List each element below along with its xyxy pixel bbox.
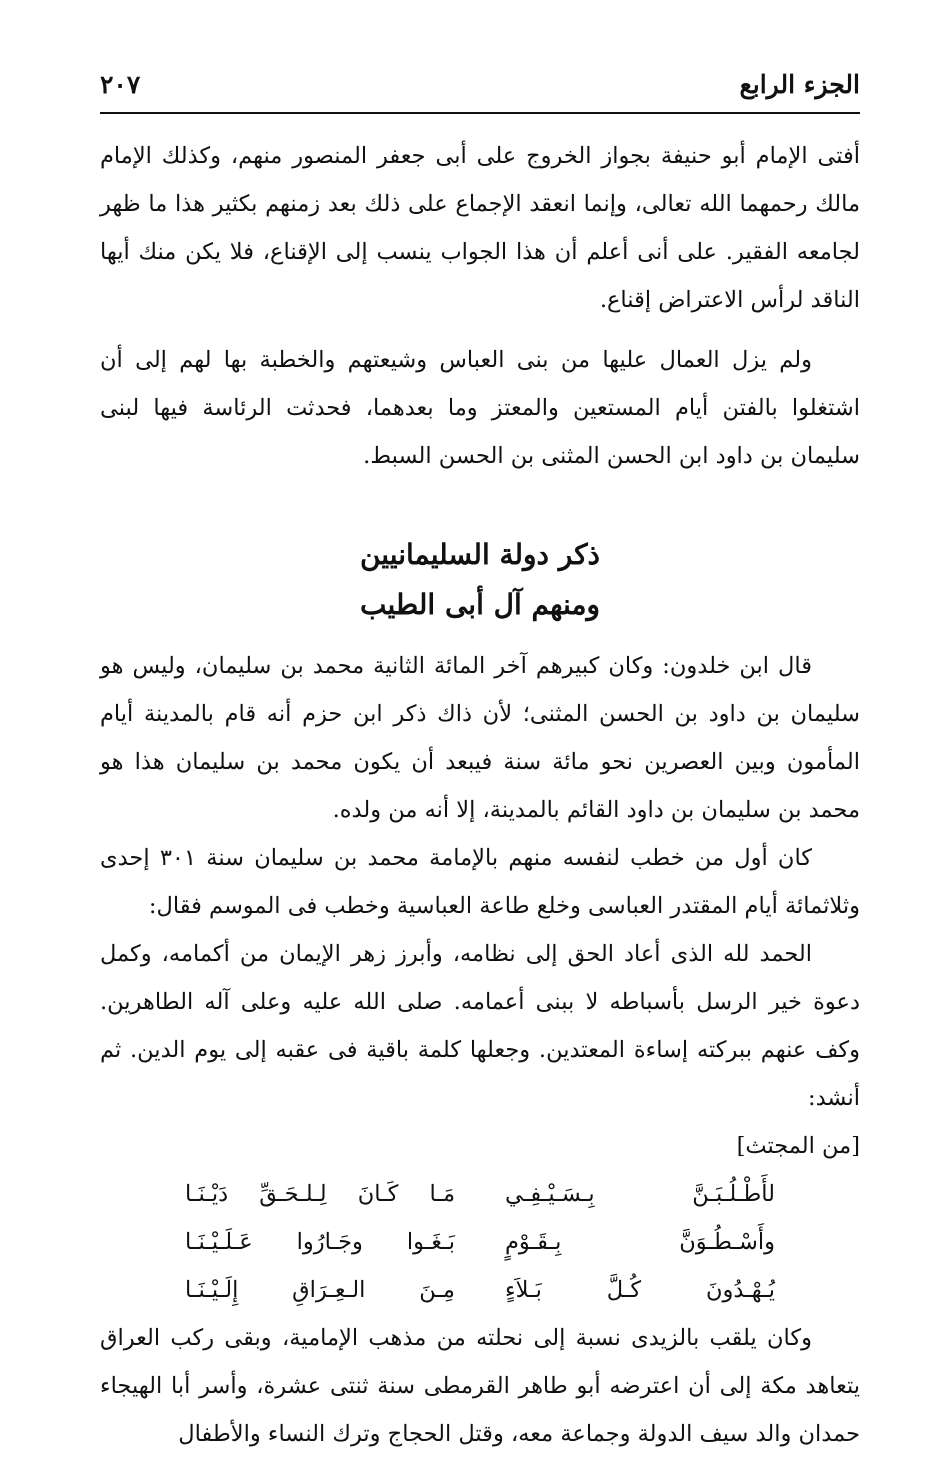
poem-verse — [100, 1218, 860, 1266]
poem-verse — [100, 1266, 860, 1314]
paragraph: كان أول من خطب لنفسه منهم بالإمامة محمد بن سليمان سنة ٣٠١ إحدى وثلاثمائة أيام المقتدر العباسى وخلع طاعة العباسية وخطب فى الموسم فقال: — [100, 845, 860, 919]
meter-label: [من المجتث] — [736, 1133, 860, 1159]
page-number: ٢٠٧ — [100, 70, 141, 99]
paragraph: أفتى الإمام أبو حنيفة بجواز الخروج على أبى جعفر المنصور منهم، وكذلك الإمام مالك رحمهما الله تعالى، وإنما انعقد الإجماع على ذلك بعد زمنهم بكثير هذا ما ظهر لجامعه الفقير. على أنى أعلم أن هذا الجواب ينسب إلى الإقناع، فلا يكن منك أيها الناقد لرأس الاعتراض إقناع. — [100, 143, 860, 313]
book-page — [100, 60, 860, 1447]
poem — [100, 1170, 860, 1314]
section-heading: ذكر دولة السليمانيين — [359, 538, 600, 571]
section-subheading: ومنهم آل أبى الطيب — [359, 588, 600, 621]
poem-second-hemistich: بَـغَـوا وجَـارُوا عَـلَـيْـنَـا — [185, 1229, 455, 1255]
running-title: الجزء الرابع — [739, 70, 860, 99]
paragraph: وكان يلقب بالزيدى نسبة إلى نحلته من مذهب الإمامية، وبقى ركب العراق يتعاهد مكة إلى أن اعترضه أبو طاهر القرمطى سنة ثنتى عشرة، وأسر أبا الهيجاء حمدان والد سيف الدولة وجماعة معه، وقتل الحجاج وترك النساء والأطفال — [100, 1325, 860, 1447]
page-header — [100, 60, 860, 114]
page-body — [100, 132, 860, 1458]
poem-first-hemistich: وأَسْـطُـوَنَّ بِـقَـوْمٍ — [505, 1229, 775, 1255]
poem-second-hemistich: مِـنَ الـعِـرَاقِ إِلَـيْـنَـا — [185, 1277, 455, 1303]
paragraph: قال ابن خلدون: وكان كبيرهم آخر المائة الثانية محمد بن سليمان، وليس هو سليمان بن داود بن الحسن المثنى؛ لأن ذاك ذكر ابن حزم أنه قام بالمدينة أيام المأمون وبين العصرين نحو مائة سنة فيبعد أن يكون محمد بن سليمان هذا هو محمد بن سليمان بن داود القائم بالمدينة، إلا أنه من ولده. — [100, 653, 860, 823]
poem-second-hemistich: مَـا كَـانَ لِـلـحَـقِّ دَيْـنَـا — [185, 1181, 455, 1207]
paragraph: ولم يزل العمال عليها من بنى العباس وشيعتهم والخطبة بها لهم إلى أن اشتغلوا بالفتن أيام المستعين والمعتز وما بعدهما، فحدثت الرئاسة فيها لبنى سليمان بن داود ابن الحسن المثنى بن الحسن السبط. — [100, 347, 860, 469]
paragraph: الحمد لله الذى أعاد الحق إلى نظامه، وأبرز زهر الإيمان من أكمامه، وكمل دعوة خير الرسل بأسباطه لا ببنى أعمامه. صلى الله عليه وعلى آله الطاهرين. وكف عنهم ببركته إساءة المعتدين. وجعلها كلمة باقية فى عقبه إلى يوم الدين. ثم أنشد: — [100, 941, 860, 1111]
poem-first-hemistich: لأَطْـلُـبَـنَّ بِـسَـيْـفِـي — [505, 1181, 775, 1207]
poem-first-hemistich: يُـهْـدُونَ كُـلَّ بَـلاَءٍ — [505, 1277, 775, 1303]
poem-verse — [100, 1170, 860, 1218]
